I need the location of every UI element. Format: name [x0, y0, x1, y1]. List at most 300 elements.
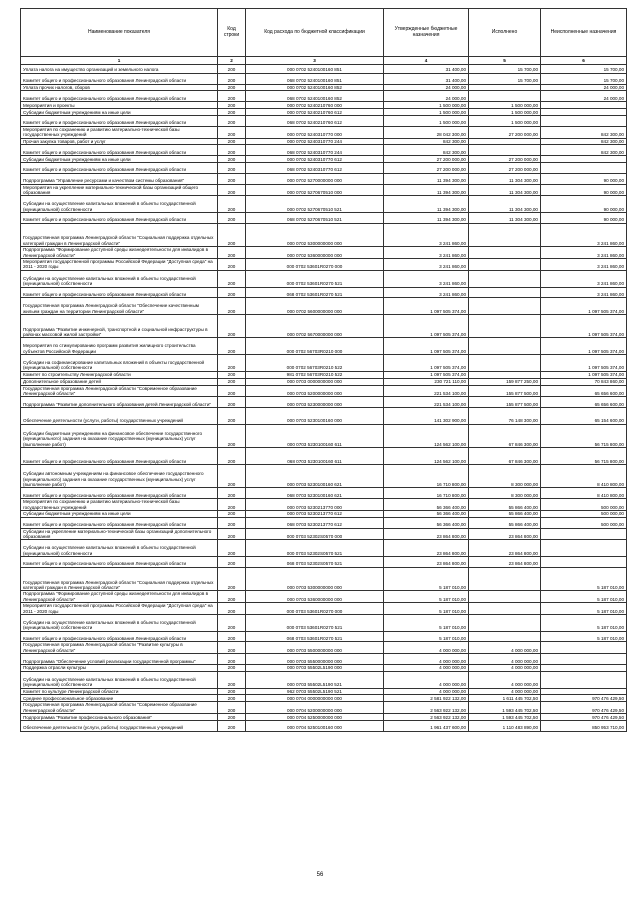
row-code: 200: [218, 84, 246, 91]
row-code: 200: [218, 91, 246, 102]
row-code: 200: [218, 720, 246, 731]
row-approved: 11 394 300,00: [384, 196, 469, 213]
header-unexecuted: Неисполненные назначения: [541, 9, 627, 57]
row-approved: 31 400,00: [384, 65, 469, 74]
table-row: [21, 84, 627, 91]
row-name: Комитет общего и профессионального образования Ленинградской области: [21, 557, 218, 568]
row-executed: 8 300 000,00: [469, 488, 541, 499]
row-approved: 221 534 100,00: [384, 397, 469, 408]
row-approved: 4 000 000,00: [384, 642, 469, 654]
row-unexecuted: 90 000,00: [541, 196, 627, 213]
row-unexecuted: 1 097 505 374,00: [541, 371, 627, 378]
table-row: [21, 408, 627, 425]
row-kbk: 000 0703 55502L5190 521: [246, 671, 384, 688]
row-kbk: 068 0702 5240210760 612: [246, 115, 384, 126]
row-kbk: 000 0703 5230100160 000: [246, 408, 384, 425]
row-executed: [469, 259, 541, 271]
row-name: Подпрограмма "Формирование доступной среды жизнедеятельности для инвалидов в Ленинградской области": [21, 591, 218, 603]
row-code: 200: [218, 567, 246, 591]
row-approved: 2 563 922 132,00: [384, 714, 469, 721]
row-executed: 155 877 500,00: [469, 397, 541, 408]
row-name: Комитет общего и профессионального образования Ленинградской области: [21, 517, 218, 528]
row-kbk: 068 0702 53601R0270 521: [246, 287, 384, 298]
row-unexecuted: 1 097 505 374,00: [541, 338, 627, 355]
row-kbk: 000 0702 5360000000 000: [246, 247, 384, 259]
table-row: [21, 424, 627, 448]
row-name: Комитет по строительству Ленинградской области: [21, 371, 218, 378]
row-approved: 11 394 300,00: [384, 173, 469, 184]
row-executed: 8 300 000,00: [469, 464, 541, 488]
row-executed: 15 700,00: [469, 65, 541, 74]
row-unexecuted: [541, 540, 627, 557]
table-row: [21, 287, 627, 298]
row-name: Подпрограмма "Развитие дополнительного образования детей Ленинградской области": [21, 397, 218, 408]
row-approved: 23 864 800,00: [384, 540, 469, 557]
row-name: Уплата прочих налогов, сборов: [21, 84, 218, 91]
table-row: [21, 631, 627, 642]
row-executed: 23 864 800,00: [469, 557, 541, 568]
row-code: 200: [218, 688, 246, 695]
row-approved: 2 563 922 132,00: [384, 702, 469, 714]
row-executed: 159 877 250,00: [469, 378, 541, 385]
row-kbk: 068 0703 52302S0570 521: [246, 557, 384, 568]
row-executed: 4 000 000,00: [469, 688, 541, 695]
row-executed: 1 593 445 702,50: [469, 702, 541, 714]
row-kbk: 000 0702 53601R0270 000: [246, 259, 384, 271]
row-unexecuted: 24 000,00: [541, 84, 627, 91]
row-name: Субсидии автономным учреждениям на финансовое обеспечение государственного (муниципального) задания на оказание государственных (муниципальных) услуг (выполнение работ): [21, 464, 218, 488]
row-approved: 141 302 900,00: [384, 408, 469, 425]
row-code: 200: [218, 145, 246, 156]
row-executed: 67 846 300,00: [469, 424, 541, 448]
row-approved: 1 961 437 600,00: [384, 720, 469, 731]
row-name: Комитет общего и профессионального образования Ленинградской области: [21, 73, 218, 84]
table-row: [21, 126, 627, 138]
row-kbk: 000 0703 5550000000 000: [246, 654, 384, 665]
table-row: [21, 212, 627, 223]
row-executed: 1 110 483 890,00: [469, 720, 541, 731]
row-kbk: 000 0703 5230100160 611: [246, 424, 384, 448]
row-approved: 11 394 300,00: [384, 184, 469, 196]
row-name: Субсидии на осуществление капитальных вложений в объекты государственной (муниципальной) собственности: [21, 270, 218, 287]
row-name: Государственная программа Ленинградской области "Современное образование Ленинградской области": [21, 385, 218, 397]
row-kbk: 000 0703 0000000000 000: [246, 378, 384, 385]
table-row: [21, 688, 627, 695]
row-approved: 124 562 100,00: [384, 424, 469, 448]
budget-table: [20, 8, 627, 732]
row-kbk: 000 0703 52302S0570 521: [246, 540, 384, 557]
table-row: [21, 464, 627, 488]
table-row: [21, 378, 627, 385]
row-approved: 16 710 800,00: [384, 488, 469, 499]
row-unexecuted: [541, 156, 627, 163]
row-name: Комитет общего и профессионального образования Ленинградской области: [21, 287, 218, 298]
table-row: [21, 615, 627, 632]
table-row: [21, 642, 627, 654]
row-approved: 2 581 922 132,00: [384, 695, 469, 702]
row-name: Мероприятия на укрепление материально-технической базы организаций общего образования: [21, 184, 218, 196]
row-code: 200: [218, 355, 246, 372]
row-kbk: 068 0703 5230100160 621: [246, 488, 384, 499]
row-executed: [469, 287, 541, 298]
table-row: [21, 314, 627, 338]
row-executed: 1 611 445 702,50: [469, 695, 541, 702]
row-approved: 56 366 400,00: [384, 511, 469, 518]
row-kbk: 981 0702 56703R0210 522: [246, 371, 384, 378]
table-row: [21, 247, 627, 259]
table-row: [21, 196, 627, 213]
table-row: [21, 702, 627, 714]
row-code: 200: [218, 298, 246, 315]
row-approved: 230 721 110,00: [384, 378, 469, 385]
row-name: Мероприятия и проекты: [21, 102, 218, 109]
row-kbk: 000 0702 5240100160 851: [246, 65, 384, 74]
row-code: 200: [218, 162, 246, 173]
row-code: 200: [218, 714, 246, 721]
row-approved: 124 562 100,00: [384, 448, 469, 465]
table-row: [21, 115, 627, 126]
row-unexecuted: 970 476 429,50: [541, 695, 627, 702]
table-row: [21, 338, 627, 355]
row-kbk: 000 0704 5200000000 000: [246, 702, 384, 714]
row-executed: 4 000 000,00: [469, 654, 541, 665]
row-unexecuted: 90 000,00: [541, 212, 627, 223]
row-name: Комитет общего и профессионального образования Ленинградской области: [21, 91, 218, 102]
table-row: [21, 528, 627, 540]
row-executed: [469, 91, 541, 102]
row-name: Мероприятия по сохранению и развитию материально-технической базы государственных учреждений: [21, 126, 218, 138]
row-unexecuted: 3 241 860,00: [541, 270, 627, 287]
table-row: [21, 603, 627, 615]
row-kbk: 000 0702 5270000000 000: [246, 173, 384, 184]
row-name: Уплата налога на имущество организаций и земельного налога: [21, 65, 218, 74]
row-name: Мероприятия по сохранению и развитию материально-технической базы государственных учреждений: [21, 499, 218, 511]
table-row: [21, 540, 627, 557]
row-approved: 1 500 000,00: [384, 109, 469, 116]
row-kbk: 068 0703 5230100160 611: [246, 448, 384, 465]
header-executed: Исполнено: [469, 9, 541, 57]
row-code: 200: [218, 540, 246, 557]
table-row: [21, 720, 627, 731]
row-unexecuted: 1 097 505 374,00: [541, 355, 627, 372]
row-unexecuted: 15 700,00: [541, 65, 627, 74]
row-kbk: 000 0702 5240310770 244: [246, 138, 384, 145]
table-row: [21, 173, 627, 184]
row-executed: 15 700,00: [469, 73, 541, 84]
table-row: [21, 448, 627, 465]
row-approved: 1 097 505 374,00: [384, 371, 469, 378]
row-code: 200: [218, 173, 246, 184]
row-executed: [469, 145, 541, 156]
row-kbk: 000 0704 0000000000 000: [246, 695, 384, 702]
row-name: Обеспечение деятельности (услуги, работы) государственных учреждений: [21, 408, 218, 425]
row-unexecuted: 15 700,00: [541, 73, 627, 84]
row-code: 200: [218, 109, 246, 116]
row-kbk: 000 0702 53601R0270 521: [246, 270, 384, 287]
row-code: 200: [218, 138, 246, 145]
row-name: Субсидии на осуществление капитальных вложений в объекты государственной (муниципальной) собственности: [21, 196, 218, 213]
row-unexecuted: 65 154 600,00: [541, 408, 627, 425]
table-row: [21, 517, 627, 528]
row-code: 200: [218, 196, 246, 213]
table-row: [21, 156, 627, 163]
row-code: 200: [218, 65, 246, 74]
row-executed: 27 200 000,00: [469, 162, 541, 173]
row-unexecuted: 8 410 800,00: [541, 464, 627, 488]
table-row: [21, 259, 627, 271]
row-executed: [469, 223, 541, 247]
row-name: Комитет общего и профессионального образования Ленинградской области: [21, 488, 218, 499]
row-name: Комитет по культуре Ленинградской области: [21, 688, 218, 695]
table-row: [21, 102, 627, 109]
table-row: [21, 91, 627, 102]
row-approved: 4 000 000,00: [384, 671, 469, 688]
row-executed: 27 200 000,00: [469, 156, 541, 163]
row-kbk: 000 0702 5240310770 612: [246, 156, 384, 163]
row-kbk: 000 0703 5300000000 000: [246, 567, 384, 591]
row-unexecuted: [541, 102, 627, 109]
row-code: 200: [218, 73, 246, 84]
row-executed: [469, 298, 541, 315]
row-name: Мероприятия государственной программы Российской Федерации "Доступная среда" на 2011 - 2020 годы: [21, 259, 218, 271]
row-code: 200: [218, 615, 246, 632]
row-kbk: 000 0702 56703R0210 522: [246, 355, 384, 372]
row-kbk: 000 0702 5240210760 000: [246, 102, 384, 109]
row-kbk: 068 0702 5240310770 612: [246, 162, 384, 173]
row-approved: 3 241 860,00: [384, 247, 469, 259]
table-row: [21, 567, 627, 591]
row-executed: [469, 84, 541, 91]
table-row: [21, 397, 627, 408]
row-name: Государственная программа Ленинградской области "Социальная поддержка отдельных категорий граждан в Ленинградской области": [21, 567, 218, 591]
row-unexecuted: [541, 671, 627, 688]
row-name: Подпрограмма "Управление ресурсами и качеством системы образования": [21, 173, 218, 184]
row-name: Поддержка отрасли культуры: [21, 665, 218, 672]
row-unexecuted: [541, 654, 627, 665]
row-executed: 55 866 400,00: [469, 511, 541, 518]
row-code: 200: [218, 115, 246, 126]
row-code: 200: [218, 448, 246, 465]
table-row: [21, 557, 627, 568]
row-code: 200: [218, 424, 246, 448]
row-executed: 11 304 300,00: [469, 196, 541, 213]
table-row: [21, 355, 627, 372]
row-executed: 55 866 400,00: [469, 499, 541, 511]
row-code: 200: [218, 314, 246, 338]
row-code: 200: [218, 488, 246, 499]
index-row: [21, 57, 627, 65]
row-name: Комитет общего и профессионального образования Ленинградской области: [21, 115, 218, 126]
table-row: [21, 223, 627, 247]
table-row: [21, 591, 627, 603]
row-kbk: 068 0702 5270670510 521: [246, 212, 384, 223]
row-unexecuted: 3 241 860,00: [541, 287, 627, 298]
row-kbk: 000 0703 55502L5190 000: [246, 665, 384, 672]
row-executed: [469, 567, 541, 591]
header-approved: Утвержденные бюджетные назначения: [384, 9, 469, 57]
row-approved: 4 000 000,00: [384, 665, 469, 672]
index-cell: 2: [218, 57, 246, 65]
row-kbk: 000 0703 53601R0270 521: [246, 615, 384, 632]
table-row: [21, 488, 627, 499]
row-approved: 3 241 860,00: [384, 270, 469, 287]
row-unexecuted: 842 300,00: [541, 138, 627, 145]
row-unexecuted: 5 187 010,00: [541, 591, 627, 603]
row-code: 200: [218, 212, 246, 223]
table-row: [21, 109, 627, 116]
row-name: Подпрограмма "Формирование доступной среды жизнедеятельности для инвалидов в Ленинградской области": [21, 247, 218, 259]
row-unexecuted: 56 715 800,00: [541, 448, 627, 465]
index-cell: 3: [246, 57, 384, 65]
row-executed: 4 000 000,00: [469, 671, 541, 688]
row-approved: 5 187 010,00: [384, 567, 469, 591]
row-approved: 1 097 505 374,00: [384, 314, 469, 338]
table-row: [21, 695, 627, 702]
row-code: 200: [218, 270, 246, 287]
row-executed: [469, 603, 541, 615]
row-executed: 1 500 000,00: [469, 109, 541, 116]
row-kbk: 000 0702 5240100160 852: [246, 84, 384, 91]
row-approved: 11 394 300,00: [384, 212, 469, 223]
row-code: 200: [218, 499, 246, 511]
row-executed: 27 200 000,00: [469, 126, 541, 138]
table-body: [21, 65, 627, 732]
row-name: Субсидии на укрепление материально-технической базы организаций дополнительного образования: [21, 528, 218, 540]
row-approved: 221 534 100,00: [384, 385, 469, 397]
row-executed: 76 148 300,00: [469, 408, 541, 425]
row-unexecuted: [541, 665, 627, 672]
row-approved: 3 241 860,00: [384, 223, 469, 247]
row-name: Субсидии на софинансирование капитальных вложений в объекты государственной (муниципальной) собственности: [21, 355, 218, 372]
row-code: 200: [218, 654, 246, 665]
row-approved: 16 710 800,00: [384, 464, 469, 488]
index-cell: 1: [21, 57, 218, 65]
row-name: Мероприятия государственной программы Российской Федерации "Доступная среда" на 2011 - 2020 годы: [21, 603, 218, 615]
table-row: [21, 499, 627, 511]
row-name: Мероприятия по стимулированию программ развития жилищного строительства субъектов Российской Федерации: [21, 338, 218, 355]
row-unexecuted: 5 187 010,00: [541, 567, 627, 591]
row-code: 200: [218, 397, 246, 408]
row-unexecuted: 842 300,00: [541, 126, 627, 138]
row-name: Подпрограмма "Развитие профессионального образования": [21, 714, 218, 721]
row-kbk: 000 0702 56703R0210 000: [246, 338, 384, 355]
row-approved: 5 187 010,00: [384, 631, 469, 642]
row-executed: 67 846 300,00: [469, 448, 541, 465]
row-name: Государственная программа Ленинградской области "Современное образование Ленинградской области": [21, 702, 218, 714]
table-row: [21, 138, 627, 145]
row-kbk: 000 0702 5270670510 000: [246, 184, 384, 196]
row-approved: 1 500 000,00: [384, 115, 469, 126]
row-name: Субсидии бюджетным учреждениям на иные цели: [21, 511, 218, 518]
row-kbk: 000 0702 5670000000 000: [246, 314, 384, 338]
row-kbk: 000 0702 5240310770 000: [246, 126, 384, 138]
row-code: 200: [218, 371, 246, 378]
row-unexecuted: 970 476 429,50: [541, 702, 627, 714]
row-executed: 11 304 300,00: [469, 212, 541, 223]
row-code: 200: [218, 464, 246, 488]
row-unexecuted: [541, 688, 627, 695]
table-row: [21, 270, 627, 287]
row-name: Государственная программа Ленинградской области "Развитие культуры в Ленинградской области": [21, 642, 218, 654]
row-kbk: 000 0703 5230100160 621: [246, 464, 384, 488]
header-kbk: Код расхода по бюджетной классификации: [246, 9, 384, 57]
row-executed: 11 304 300,00: [469, 184, 541, 196]
table-row: [21, 671, 627, 688]
row-approved: 4 000 000,00: [384, 688, 469, 695]
row-executed: [469, 138, 541, 145]
table-row: [21, 184, 627, 196]
row-executed: [469, 270, 541, 287]
row-unexecuted: 1 097 505 374,00: [541, 298, 627, 315]
row-unexecuted: 56 715 800,00: [541, 424, 627, 448]
row-name: Подпрограмма "Обеспечение условий реализации государственной программы": [21, 654, 218, 665]
row-unexecuted: 970 476 429,50: [541, 714, 627, 721]
row-executed: [469, 591, 541, 603]
row-name: Среднее профессиональное образование: [21, 695, 218, 702]
row-unexecuted: [541, 115, 627, 126]
row-code: 200: [218, 259, 246, 271]
row-kbk: 000 0703 53601R0270 000: [246, 603, 384, 615]
row-code: 200: [218, 631, 246, 642]
row-kbk: 068 0702 5240100160 851: [246, 73, 384, 84]
row-unexecuted: 3 241 860,00: [541, 247, 627, 259]
row-approved: 27 200 000,00: [384, 156, 469, 163]
header-name: Наименование показателя: [21, 9, 218, 57]
row-code: 200: [218, 517, 246, 528]
row-executed: [469, 371, 541, 378]
row-code: 200: [218, 591, 246, 603]
row-executed: 1 500 000,00: [469, 102, 541, 109]
row-name: Субсидии на осуществление капитальных вложений в объекты государственной (муниципальной) собственности: [21, 671, 218, 688]
row-executed: 1 593 445 702,50: [469, 714, 541, 721]
row-code: 200: [218, 287, 246, 298]
row-code: 200: [218, 247, 246, 259]
row-name: Субсидии бюджетным учреждениям на финансовое обеспечение государственного (муниципального) задания на оказание государственных (муниципальных) услуг (выполнение работ): [21, 424, 218, 448]
row-kbk: 000 0704 5250000000 000: [246, 714, 384, 721]
row-approved: 842 300,00: [384, 138, 469, 145]
row-code: 200: [218, 528, 246, 540]
row-kbk: 000 0703 52302S0570 000: [246, 528, 384, 540]
row-approved: 23 864 800,00: [384, 528, 469, 540]
table-row: [21, 714, 627, 721]
row-unexecuted: 850 953 710,00: [541, 720, 627, 731]
row-name: Комитет общего и профессионального образования Ленинградской области: [21, 448, 218, 465]
row-approved: 1 097 505 374,00: [384, 298, 469, 315]
row-executed: 4 000 000,00: [469, 665, 541, 672]
row-approved: 5 187 010,00: [384, 591, 469, 603]
row-approved: 1 097 505 374,00: [384, 355, 469, 372]
row-unexecuted: 8 410 800,00: [541, 488, 627, 499]
index-cell: 5: [469, 57, 541, 65]
index-cell: 6: [541, 57, 627, 65]
row-approved: 1 097 505 374,00: [384, 338, 469, 355]
row-code: 200: [218, 126, 246, 138]
row-name: Прочая закупка товаров, работ и услуг: [21, 138, 218, 145]
report-sheet: [20, 8, 626, 732]
row-code: 200: [218, 184, 246, 196]
row-code: 200: [218, 695, 246, 702]
row-approved: 1 500 000,00: [384, 102, 469, 109]
row-name: Обеспечение деятельности (услуги, работы) государственных учреждений: [21, 720, 218, 731]
row-kbk: 000 0702 5600000000 000: [246, 298, 384, 315]
row-name: Субсидии бюджетным учреждениям на иные цели: [21, 109, 218, 116]
row-executed: 4 000 000,00: [469, 642, 541, 654]
row-kbk: 000 0703 5230213770 612: [246, 511, 384, 518]
row-code: 200: [218, 385, 246, 397]
row-code: 200: [218, 702, 246, 714]
row-code: 200: [218, 642, 246, 654]
row-name: Государственная программа Ленинградской области "Обеспечение качественным жильем граждан на территории Ленинградской области": [21, 298, 218, 315]
